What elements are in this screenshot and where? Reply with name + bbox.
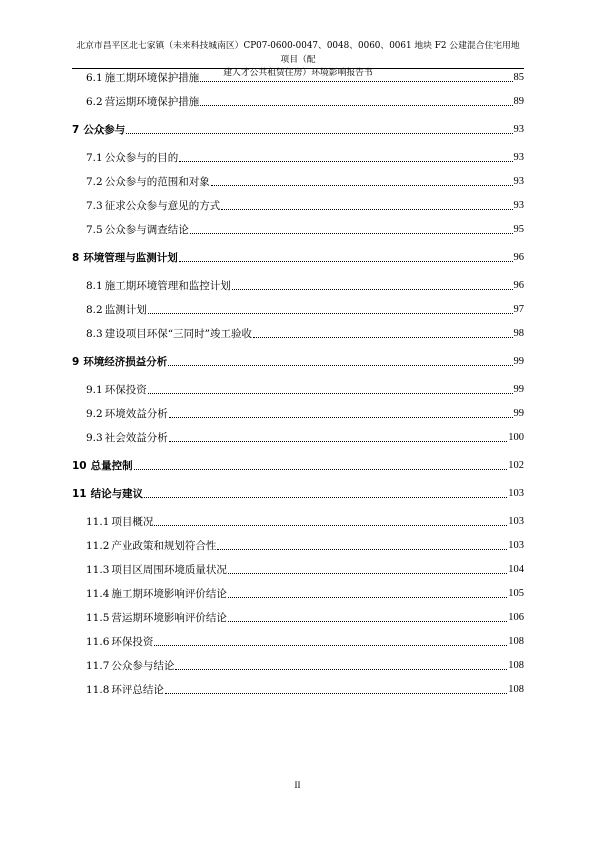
toc-entry[interactable] — [86, 279, 524, 293]
toc-leader — [217, 549, 507, 550]
toc-title: 施工期环境管理和监控计划 — [104, 280, 231, 292]
toc-number: 8.3 — [86, 328, 103, 340]
toc-entry[interactable] — [86, 431, 524, 445]
toc-number: 9.2 — [86, 408, 103, 420]
toc-title: 总量控制 — [90, 460, 133, 472]
toc-page: 105 — [508, 588, 524, 599]
toc-number: 9 — [72, 356, 80, 368]
toc-leader — [154, 645, 507, 646]
page-number: II — [294, 780, 301, 790]
toc-leader — [175, 669, 507, 670]
toc-number: 8.1 — [86, 280, 103, 292]
toc-leader — [154, 525, 507, 526]
toc-leader — [200, 81, 512, 82]
toc-leader — [169, 417, 513, 418]
toc-number: 6.2 — [86, 96, 103, 108]
toc-number: 11.7 — [86, 660, 110, 672]
toc-page: 98 — [513, 328, 524, 339]
toc-title: 环境管理与监测计划 — [83, 252, 178, 264]
toc-page: 108 — [508, 660, 524, 671]
toc-title: 监测计划 — [104, 304, 147, 316]
toc-page: 93 — [513, 176, 524, 187]
toc-number: 11 — [72, 488, 87, 500]
toc-number: 6.1 — [86, 72, 103, 84]
toc-entry[interactable] — [86, 199, 524, 213]
toc-title: 施工期环境保护措施 — [104, 72, 200, 84]
toc-entry[interactable] — [86, 635, 524, 649]
toc-leader — [211, 185, 513, 186]
toc-title: 环保投资 — [111, 636, 154, 648]
toc-number: 11.1 — [86, 516, 110, 528]
header-line-1: 北京市昌平区北七家镇（未来科技城南区）CP07-0600-0047、0048、0060、0061 地块 F2 公建混合住宅用地项目（配 — [76, 41, 520, 65]
toc-page: 108 — [508, 684, 524, 695]
toc-number: 9.3 — [86, 432, 103, 444]
toc-title: 项目区周围环境质量状况 — [111, 564, 227, 576]
toc-number: 7.3 — [86, 200, 103, 212]
toc-title: 施工期环境影响评价结论 — [111, 588, 227, 600]
toc-leader — [253, 337, 513, 338]
toc-leader — [168, 365, 512, 366]
toc-chapter-entry[interactable] — [72, 251, 524, 265]
toc-page: 85 — [513, 72, 524, 83]
toc-title: 产业政策和规划符合性 — [111, 540, 217, 552]
toc-entry[interactable] — [86, 539, 524, 553]
toc-title: 公众参与结论 — [111, 660, 175, 672]
toc-leader — [126, 133, 512, 134]
toc-chapter-entry[interactable] — [72, 123, 524, 137]
toc-title: 公众参与的目的 — [104, 152, 179, 164]
toc-leader — [228, 621, 507, 622]
toc-entry[interactable] — [86, 327, 524, 341]
toc-entry[interactable] — [86, 587, 524, 601]
toc-number: 7 — [72, 124, 80, 136]
toc-page: 97 — [513, 304, 524, 315]
toc-number: 11.4 — [86, 588, 110, 600]
toc-leader — [148, 313, 513, 314]
toc-page: 93 — [513, 124, 524, 135]
toc-leader — [144, 497, 507, 498]
toc-title: 项目概况 — [111, 516, 154, 528]
toc-number: 11.3 — [86, 564, 110, 576]
toc-number: 10 — [72, 460, 87, 472]
toc-entry[interactable] — [86, 175, 524, 189]
toc-page: 96 — [513, 280, 524, 291]
toc-page: 103 — [508, 488, 524, 499]
toc-title: 公众参与的范围和对象 — [104, 176, 210, 188]
toc-page: 103 — [508, 516, 524, 527]
toc-page: 99 — [513, 384, 524, 395]
toc-page: 99 — [513, 356, 524, 367]
toc-leader — [148, 393, 513, 394]
toc-title: 营运期环境影响评价结论 — [111, 612, 227, 624]
header-line-2: 建人才公共租赁住房）环境影响报告书 — [223, 68, 373, 78]
toc-number: 7.1 — [86, 152, 103, 164]
toc-title: 环保投资 — [104, 384, 147, 396]
toc-leader — [134, 469, 508, 470]
toc-page: 108 — [508, 636, 524, 647]
toc-entry[interactable] — [86, 683, 524, 697]
toc-entry[interactable] — [86, 151, 524, 165]
toc-leader — [190, 233, 513, 234]
toc-leader — [165, 693, 507, 694]
toc-number: 11.8 — [86, 684, 110, 696]
toc-chapter-entry[interactable] — [72, 459, 524, 473]
toc-page: 93 — [513, 152, 524, 163]
toc-entry[interactable] — [86, 515, 524, 529]
toc-page: 89 — [513, 96, 524, 107]
toc-title: 营运期环境保护措施 — [104, 96, 200, 108]
toc-leader — [200, 105, 512, 106]
toc-number: 8 — [72, 252, 80, 264]
toc-entry[interactable] — [86, 95, 524, 109]
toc-title: 公众参与 — [83, 124, 126, 136]
toc-title: 结论与建议 — [90, 488, 144, 500]
toc-entry[interactable] — [86, 611, 524, 625]
toc-entry[interactable] — [86, 223, 524, 237]
toc-number: 11.2 — [86, 540, 110, 552]
toc-page: 99 — [513, 408, 524, 419]
toc-page: 104 — [508, 564, 524, 575]
toc-entry[interactable] — [86, 407, 524, 421]
toc-entry[interactable] — [86, 71, 524, 85]
toc-number: 7.5 — [86, 224, 103, 236]
toc-page: 93 — [513, 200, 524, 211]
toc-title: 征求公众参与意见的方式 — [104, 200, 221, 212]
toc-page: 102 — [508, 460, 524, 471]
toc-chapter-entry[interactable] — [72, 487, 524, 501]
toc-page: 103 — [508, 540, 524, 551]
toc-number: 7.2 — [86, 176, 103, 188]
toc-title: 环境经济损益分析 — [83, 356, 168, 368]
toc-entry[interactable] — [86, 659, 524, 673]
toc-number: 8.2 — [86, 304, 103, 316]
toc-entry[interactable] — [86, 383, 524, 397]
toc-leader — [221, 209, 512, 210]
toc-page: 100 — [508, 432, 524, 443]
toc-entry[interactable] — [86, 303, 524, 317]
toc-page: 96 — [513, 252, 524, 263]
toc-leader — [228, 573, 507, 574]
toc-title: 公众参与调查结论 — [104, 224, 189, 236]
toc-entry[interactable] — [86, 563, 524, 577]
toc-leader — [228, 597, 507, 598]
toc-leader — [179, 261, 513, 262]
toc-leader — [169, 441, 508, 442]
toc-title: 环境效益分析 — [104, 408, 168, 420]
toc-number: 11.6 — [86, 636, 110, 648]
toc-leader — [179, 161, 512, 162]
toc-number: 9.1 — [86, 384, 103, 396]
toc-title: 环评总结论 — [111, 684, 164, 696]
toc-title: 社会效益分析 — [104, 432, 168, 444]
toc-page: 106 — [508, 612, 524, 623]
toc-number: 11.5 — [86, 612, 110, 624]
toc-title: 建设项目环保“三同时”竣工验收 — [104, 328, 252, 340]
toc-leader — [232, 289, 513, 290]
toc-page: 95 — [513, 224, 524, 235]
toc-chapter-entry[interactable] — [72, 355, 524, 369]
